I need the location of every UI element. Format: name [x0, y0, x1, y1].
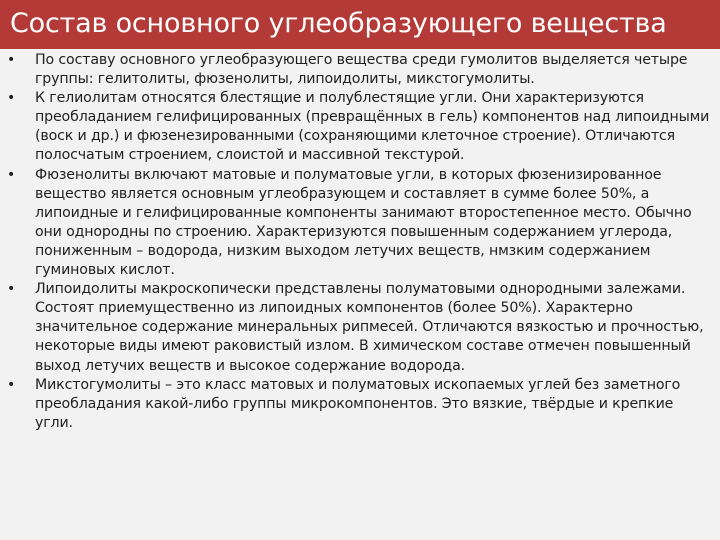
- bullet-list: [0, 51, 720, 433]
- bullet-marker: •: [7, 52, 16, 68]
- bullet-item: [0, 280, 720, 375]
- title-bar: [0, 0, 720, 49]
- bullet-marker: •: [7, 281, 16, 298]
- bullet-text: Фюзенолиты включают матовые и полуматовые угли, в которых фюзенизированное вещество является основным углеобразующем и составляет в сумме более 50%, а липоидные и гелифицированные компоненты занимают второстепенное место. Обычно они однородны по строению. Характеризуются повышенным содержанием углерода, пониженным – водорода, низким выходом летучих веществ, нмзким содержанием гуминовых кислот.: [35, 166, 692, 279]
- bullet-item: [0, 376, 720, 433]
- bullet-text: По составу основного углеобразующего вещества среди гумолитов выделяется четыре группы: гелитолиты, фюзенолиты, липоидолиты, микстогумолиты.: [35, 52, 688, 88]
- bullet-text: Липоидолиты макроскопически представлены полуматовыми однородными залежами. Состоят приемущественно из липоидных компонентов (более 50%). Характерно значительное содержание минеральных рипмесей. Отличаются вязкостью и прочностью, некоторые виды имеют раковистый излом. В химическом составе отмечен повышенный выход летучих веществ и высокое содержание водорода.: [35, 281, 704, 374]
- bullet-marker: •: [7, 90, 16, 107]
- slide-title: Состав основного углеобразующего вещества: [10, 8, 667, 39]
- bullet-item: [0, 89, 720, 165]
- bullet-marker: •: [7, 376, 16, 393]
- bullet-text: К гелиолитам относятся блестящие и полублестящие угли. Они характеризуются преобладанием гелифицированных (превращённых в гель) компонентов над липоидными (воск и др.) и фюзенезированными (сохраняющими клеточное строение). Отличаются полосчатым строением, слоистой и массивной текстурой.: [35, 90, 710, 164]
- bullet-item: [0, 51, 720, 89]
- bullet-text: Микстогумолиты – это класс матовых и полуматовых ископаемых углей без заметного преобладания какой-либо группы микрокомпонентов. Это вязкие, твёрдые и крепкие угли.: [35, 376, 681, 431]
- bullet-marker: •: [7, 166, 16, 183]
- bullet-item: [0, 166, 720, 281]
